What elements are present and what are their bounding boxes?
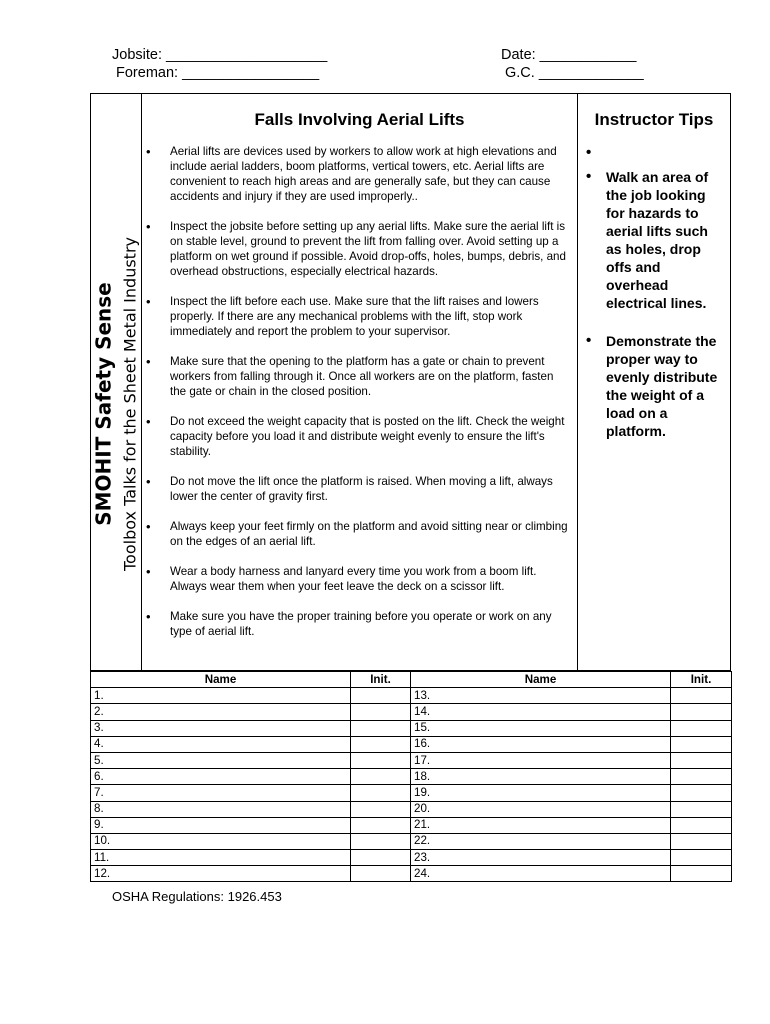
init-cell[interactable] [351, 736, 411, 752]
init-cell[interactable] [671, 720, 732, 736]
name-cell[interactable]: 12. [91, 866, 351, 882]
init-cell[interactable] [671, 736, 732, 752]
topic-bullet: • Wear a body harness and lanyard every time you work from a boom lift. Always wear them when your feet leave the deck on a scissor lift. [142, 564, 577, 594]
table-row [91, 866, 732, 882]
table-row [91, 688, 732, 704]
name-cell[interactable]: 7. [91, 785, 351, 801]
name-cell[interactable]: 11. [91, 850, 351, 866]
table-row [91, 833, 732, 849]
init-cell[interactable] [671, 769, 732, 785]
tip-item: • Walk an area of the job looking for hazards to aerial lifts such as holes, drop offs and overhead electrical lines. [578, 168, 730, 312]
tips-list [578, 144, 730, 440]
name-cell[interactable]: 5. [91, 752, 351, 768]
init-cell[interactable] [351, 752, 411, 768]
init-cell[interactable] [351, 785, 411, 801]
foreman-field: Foreman: _________________ [116, 65, 320, 81]
name-cell[interactable]: 15. [411, 720, 671, 736]
init-cell[interactable] [671, 704, 732, 720]
topic-title: Falls Involving Aerial Lifts [254, 110, 465, 129]
init-cell[interactable] [351, 817, 411, 833]
init-cell[interactable] [351, 688, 411, 704]
osha-regulation: OSHA Regulations: 1926.453 [112, 889, 282, 904]
name-cell[interactable]: 13. [411, 688, 671, 704]
name-cell[interactable]: 23. [411, 850, 671, 866]
topic-bullet: • Inspect the jobsite before setting up any aerial lifts. Make sure the aerial lift is on stable level, ground to prevent the lift from falling over. Avoid setting up a platform on wet ground if possible. Avoid drop-offs, holes, bumps, debris, and overhead obstructions, especially electrical hazards. [142, 219, 577, 279]
table-row [91, 752, 732, 768]
topic-bullet-list [142, 144, 577, 639]
init-cell[interactable] [671, 817, 732, 833]
sign-in-header-row [91, 672, 732, 688]
name-cell[interactable]: 19. [411, 785, 671, 801]
name-cell[interactable]: 20. [411, 801, 671, 817]
name-cell[interactable]: 16. [411, 736, 671, 752]
topic-bullet: • Always keep your feet firmly on the platform and avoid sitting near or climbing on the edges of an aerial lift. [142, 519, 577, 549]
side-banner-text [92, 237, 141, 571]
init-header: Init. [351, 672, 411, 688]
name-cell[interactable]: 21. [411, 817, 671, 833]
gc-field: G.C. _____________ [505, 65, 644, 81]
table-row [91, 817, 732, 833]
name-cell[interactable]: 18. [411, 769, 671, 785]
jobsite-field: Jobsite: ____________________ [112, 47, 328, 63]
topic-bullet: • Do not exceed the weight capacity that is posted on the lift. Check the weight capacity before you load it and distribute weight evenly to ensure the lift's stability. [142, 414, 577, 459]
name-cell[interactable]: 4. [91, 736, 351, 752]
init-cell[interactable] [671, 752, 732, 768]
init-cell[interactable] [671, 866, 732, 882]
init-cell[interactable] [351, 801, 411, 817]
topic-bullet: • Aerial lifts are devices used by workers to allow work at high elevations and include aerial ladders, boom platforms, vertical towers, etc. Aerial lifts are convenient to reach high areas and are generally safe, but they can cause accidents and injury if they are used improperly.. [142, 144, 577, 204]
instructor-tips-column [578, 94, 730, 670]
name-cell[interactable]: 2. [91, 704, 351, 720]
table-row [91, 785, 732, 801]
name-cell[interactable]: 24. [411, 866, 671, 882]
init-cell[interactable] [351, 850, 411, 866]
table-row [91, 769, 732, 785]
name-cell[interactable]: 9. [91, 817, 351, 833]
init-cell[interactable] [351, 704, 411, 720]
table-row [91, 736, 732, 752]
topic-bullet: • Do not move the lift once the platform is raised. When moving a lift, always lower the center of gravity first. [142, 474, 577, 504]
name-header: Name [411, 672, 671, 688]
name-cell[interactable]: 22. [411, 833, 671, 849]
init-header: Init. [671, 672, 732, 688]
table-row [91, 850, 732, 866]
name-cell[interactable]: 3. [91, 720, 351, 736]
init-cell[interactable] [351, 866, 411, 882]
table-row [91, 720, 732, 736]
date-field: Date: ____________ [501, 47, 637, 63]
side-subtitle: Toolbox Talks for the Sheet Metal Industry [120, 237, 140, 571]
sign-in-table [90, 671, 732, 882]
side-banner [91, 94, 142, 670]
topic-bullet: • Make sure you have the proper training before you operate or work on any type of aerial lift. [142, 609, 577, 639]
name-cell[interactable]: 10. [91, 833, 351, 849]
tip-item: • Demonstrate the proper way to evenly distribute the weight of a load on a platform. [578, 332, 730, 440]
init-cell[interactable] [671, 850, 732, 866]
topic-column [142, 94, 578, 670]
init-cell[interactable] [671, 785, 732, 801]
name-cell[interactable]: 8. [91, 801, 351, 817]
name-cell[interactable]: 6. [91, 769, 351, 785]
topic-bullet: • Inspect the lift before each use. Make sure that the lift raises and lowers properly. If there are any mechanical problems with the lift, stop work immediately and report the problem to your supervisor. [142, 294, 577, 339]
init-cell[interactable] [351, 720, 411, 736]
side-title: SMOHIT Safety Sense [91, 282, 116, 526]
table-row [91, 801, 732, 817]
init-cell[interactable] [351, 769, 411, 785]
table-row [91, 704, 732, 720]
name-cell[interactable]: 17. [411, 752, 671, 768]
name-header: Name [91, 672, 351, 688]
main-content-box [90, 93, 731, 671]
init-cell[interactable] [671, 688, 732, 704]
tip-item [578, 144, 730, 162]
init-cell[interactable] [671, 801, 732, 817]
sign-in-rows [91, 688, 732, 882]
name-cell[interactable]: 14. [411, 704, 671, 720]
init-cell[interactable] [351, 833, 411, 849]
tips-title: Instructor Tips [594, 110, 714, 129]
name-cell[interactable]: 1. [91, 688, 351, 704]
topic-bullet: • Make sure that the opening to the platform has a gate or chain to prevent workers from falling through it. Once all workers are on the platform, fasten the gate or chain in the closed position. [142, 354, 577, 399]
init-cell[interactable] [671, 833, 732, 849]
